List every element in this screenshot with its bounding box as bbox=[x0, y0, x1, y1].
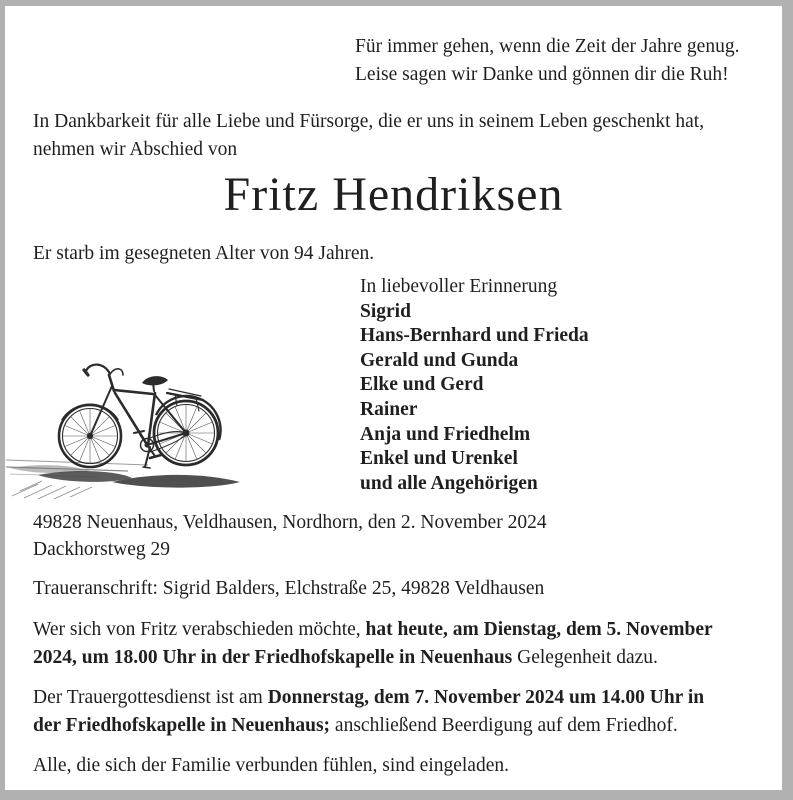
service-paragraph bbox=[33, 684, 704, 740]
obituary-page bbox=[5, 6, 782, 790]
service-regular-2: anschließend Beerdigung auf dem Friedhof. bbox=[330, 715, 678, 736]
farewell-bold-1: hat heute, am Dienstag, dem 5. November bbox=[365, 619, 713, 640]
memorial-heading: In liebevoller Erinnerung bbox=[360, 276, 558, 297]
service-line-1 bbox=[33, 684, 704, 712]
street-line: Dackhorstweg 29 bbox=[33, 539, 171, 560]
place-date-block bbox=[33, 509, 547, 563]
place-date-line: 49828 Neuenhaus, Veldhausen, Nordhorn, den 2. November 2024 bbox=[33, 512, 547, 533]
mourner-name: und alle Angehörigen bbox=[360, 472, 538, 494]
intro-line-1: In Dankbarkeit für alle Liebe und Fürsorge, die er uns in seinem Leben geschenkt hat, bbox=[33, 111, 705, 132]
epigraph bbox=[355, 33, 739, 89]
mourner-name: Gerald und Gunda bbox=[360, 349, 519, 371]
mourner-name: Enkel und Urenkel bbox=[360, 448, 518, 470]
farewell-regular-2: Gelegenheit dazu. bbox=[512, 647, 658, 668]
mourning-address: Traueranschrift: Sigrid Balders, Elchstraße 25, 49828 Veldhausen bbox=[33, 578, 545, 599]
mourner-name: Hans-Bernhard und Frieda bbox=[360, 325, 589, 347]
farewell-regular-1: Wer sich von Fritz verabschieden möchte, bbox=[33, 619, 366, 640]
service-regular-1: Der Trauergottesdienst ist am bbox=[33, 687, 268, 708]
farewell-line-2 bbox=[33, 644, 713, 672]
closing-line: Alle, die sich der Familie verbunden fühlen, sind eingeladen. bbox=[33, 755, 509, 776]
intro-text bbox=[33, 108, 704, 164]
service-line-2 bbox=[33, 712, 704, 740]
farewell-paragraph bbox=[33, 616, 713, 672]
bicycle-illustration bbox=[5, 324, 275, 514]
mourners-block bbox=[360, 275, 589, 496]
age-line: Er starb im gesegneten Alter von 94 Jahren. bbox=[33, 243, 375, 264]
mourner-name: Rainer bbox=[360, 398, 418, 420]
epigraph-line-2: Leise sagen wir Danke und gönnen dir die Ruh! bbox=[355, 64, 729, 85]
service-bold-2: der Friedhofskapelle in Neuenhaus; bbox=[33, 715, 331, 736]
farewell-line-1 bbox=[33, 616, 713, 644]
farewell-bold-2: 2024, um 18.00 Uhr in der Friedhofskapelle in Neuenhaus bbox=[33, 647, 513, 668]
mourner-name: Elke und Gerd bbox=[360, 374, 484, 396]
mourner-name: Sigrid bbox=[360, 300, 411, 322]
intro-line-2: nehmen wir Abschied von bbox=[33, 139, 238, 160]
service-bold-1: Donnerstag, dem 7. November 2024 um 14.00 Uhr in bbox=[267, 687, 705, 708]
mourner-name: Anja und Friedhelm bbox=[360, 423, 531, 445]
epigraph-line-1: Für immer gehen, wenn die Zeit der Jahre genug. bbox=[355, 36, 740, 57]
deceased-name: Fritz Hendriksen bbox=[223, 168, 564, 221]
